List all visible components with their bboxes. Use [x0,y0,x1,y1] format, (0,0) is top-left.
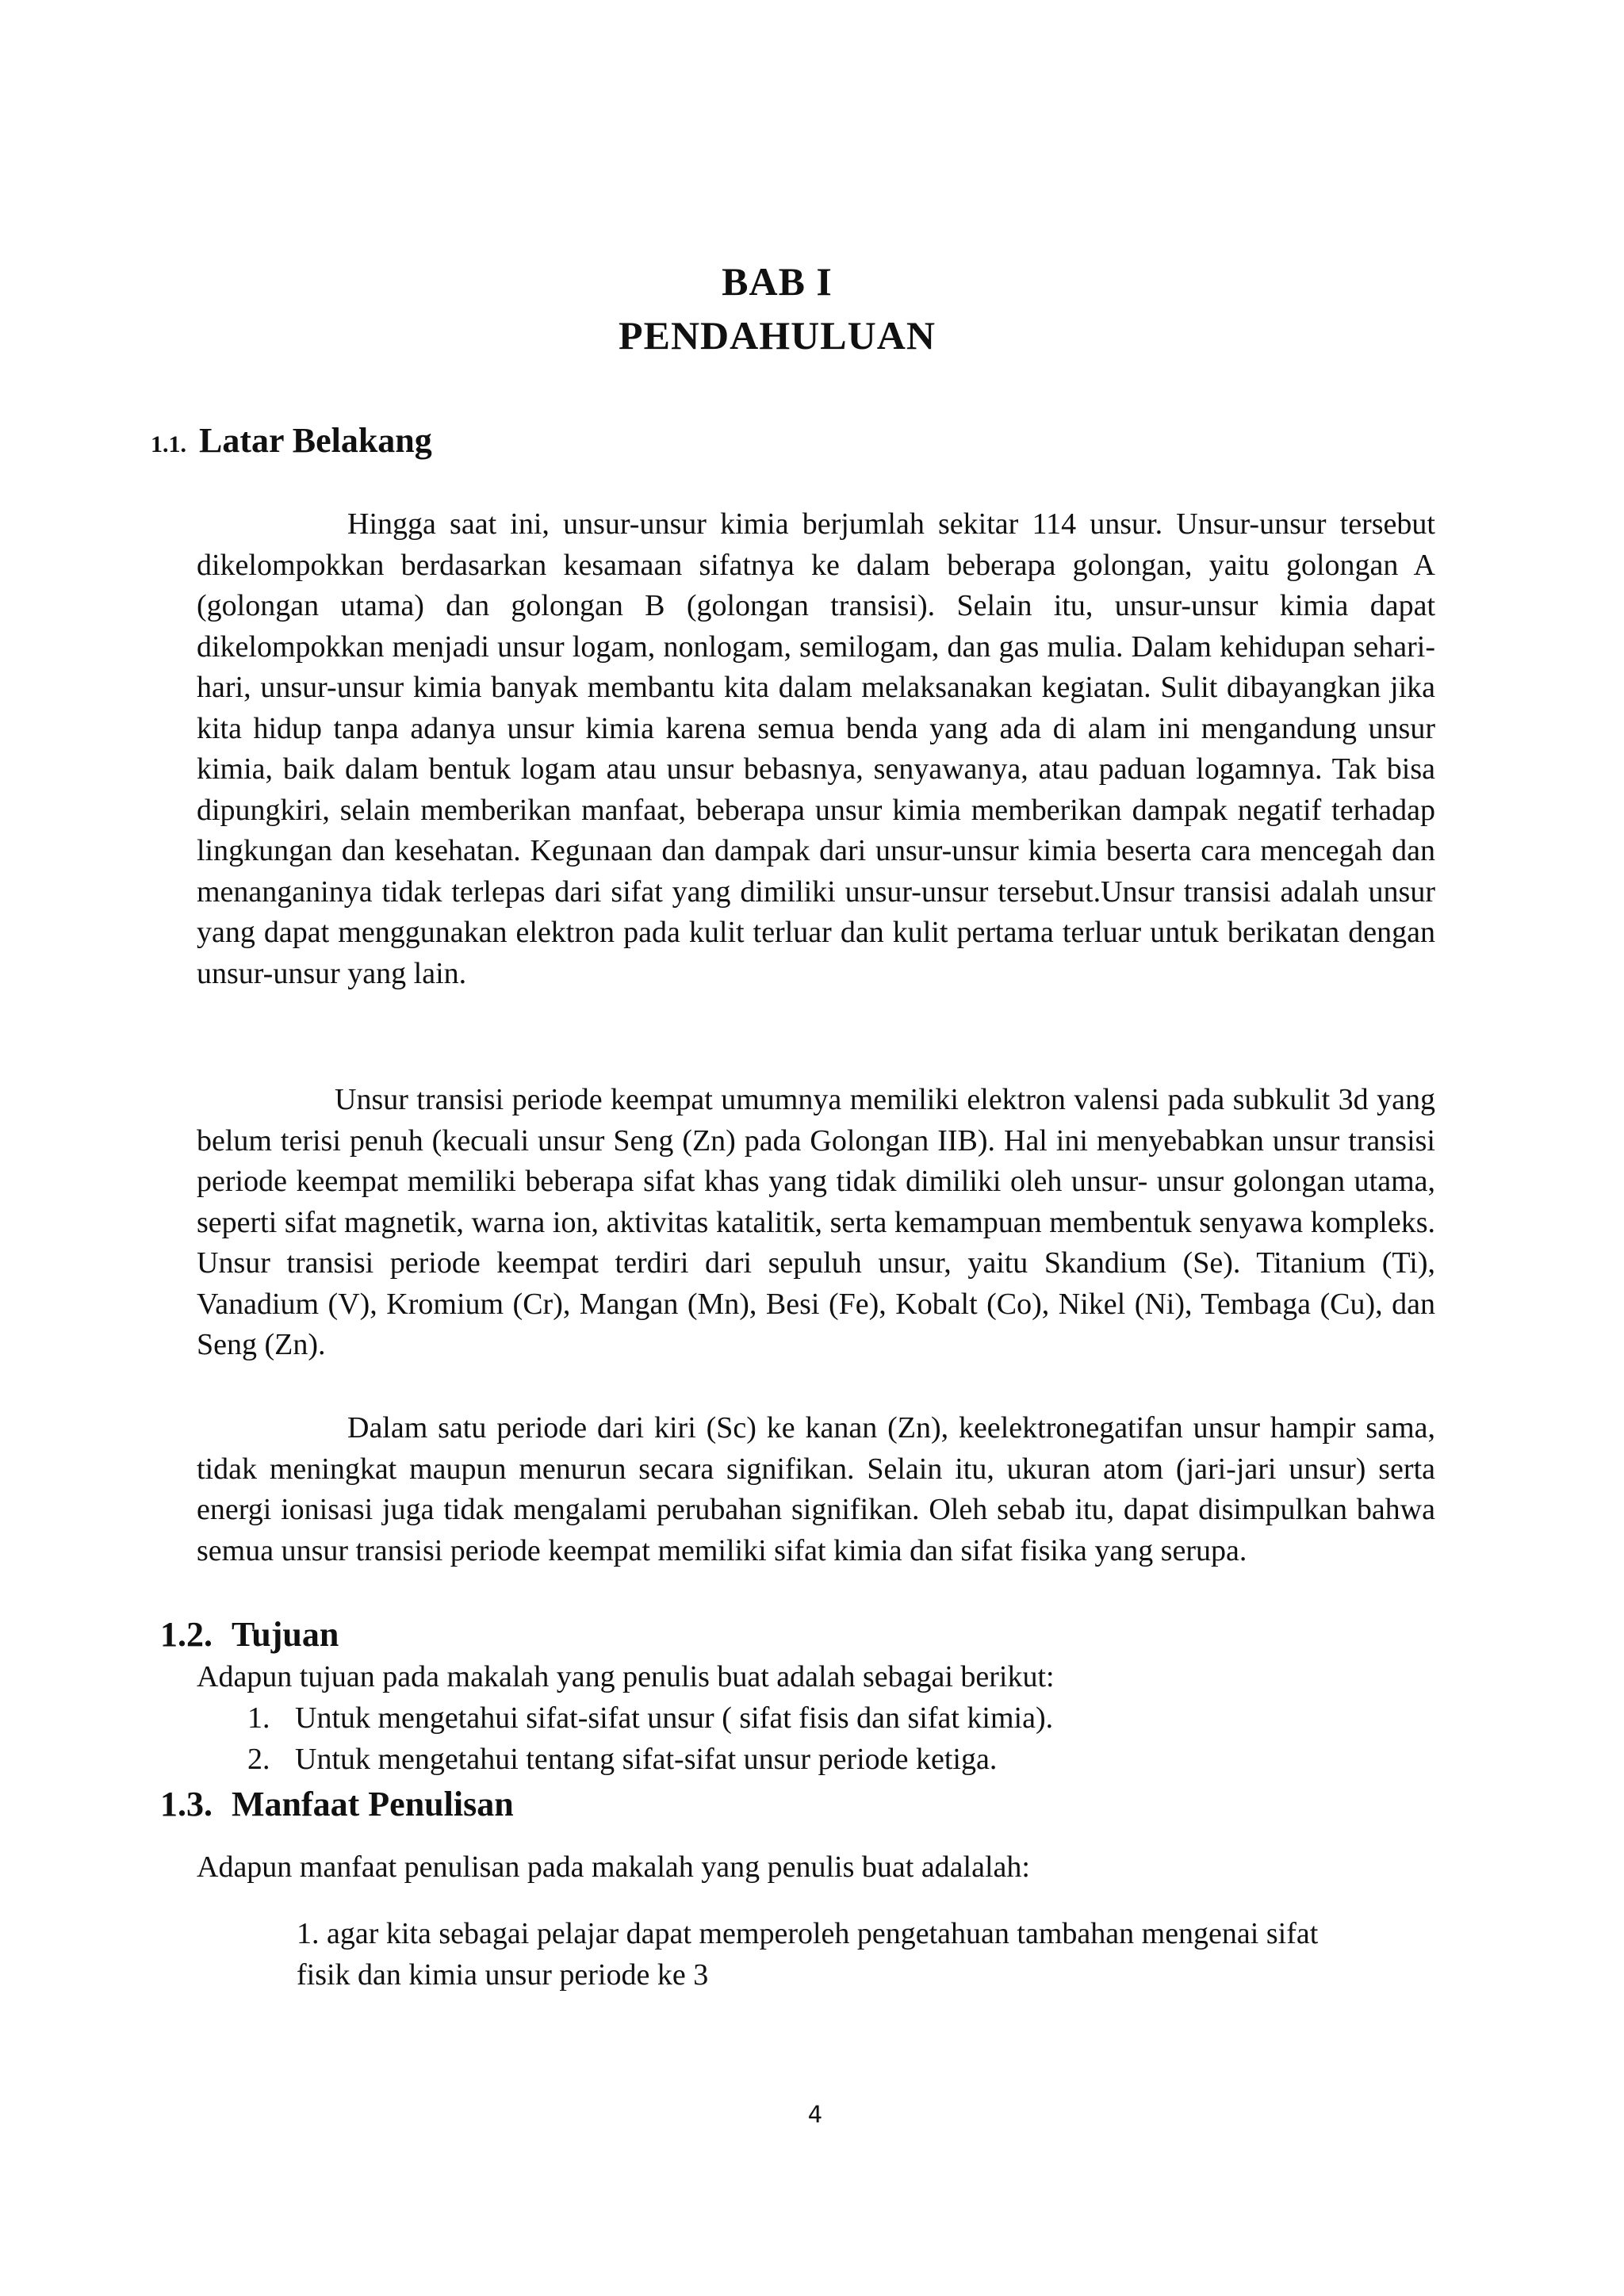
manfaat-item-line-2: fisik dan kimia unsur periode ke 3 [297,1958,709,1992]
manfaat-item-line-1: 1. agar kita sebagai pelajar dapat memperoleh pengetahuan tambahan mengenai sifat [297,1917,1319,1950]
tujuan-intro: Adapun tujuan pada makalah yang penulis buat adalah sebagai berikut: [197,1660,1055,1693]
paragraph-latar-belakang-2: Unsur transisi periode keempat umumnya memiliki elektron valensi pada subkulit 3d yang belum terisi penuh (kecuali unsur Seng (Zn) pada Golongan IIB). Hal ini menyebabkan unsur transisi periode keempat memiliki beberapa sifat khas yang tidak dimiliki oleh unsur- unsur golongan utama, seperti sifat magnetik, warna ion, aktivitas katalitik, serta kemampuan membentuk senyawa kompleks. Unsur transisi periode keempat terdiri dari sepuluh unsur, yaitu Skandium (Se). Titanium (Ti), Vanadium (V), Kromium (Cr), Mangan (Mn), Besi (Fe), Kobalt (Co), Nikel (Ni), Tembaga (Cu), dan Seng (Zn). [197,1083,1435,1361]
list-item [247,1698,1053,1739]
section-heading-manfaat [160,1784,514,1824]
section-heading-tujuan [160,1614,339,1655]
chapter-title: PENDAHULUAN [619,313,936,358]
list-number: 2. [247,1743,270,1776]
chapter-label: BAB I [722,259,833,304]
section-heading-latar-belakang [151,420,432,461]
list-number: 1. [247,1701,270,1735]
section-title: Tujuan [232,1615,339,1654]
paragraph-latar-belakang-1: Hingga saat ini, unsur-unsur kimia berjumlah sekitar 114 unsur. Unsur-unsur tersebut dikelompokkan berdasarkan kesamaan sifatnya ke dalam beberapa golongan, yaitu golongan A (golongan utama) dan golongan B (golongan transisi). Selain itu, unsur-unsur kimia dapat dikelompokkan menjadi unsur logam, nonlogam, semilogam, dan gas mulia. Dalam kehidupan sehari-hari, unsur-unsur kimia banyak membantu kita dalam melaksanakan kegiatan. Sulit dibayangkan jika kita hidup tanpa adanya unsur kimia karena semua benda yang ada di alam ini mengandung unsur kimia, baik dalam bentuk logam atau unsur bebasnya, senyawanya, atau paduan logamnya. Tak bisa dipungkiri, selain memberikan manfaat, beberapa unsur kimia memberikan dampak negatif terhadap lingkungan dan kesehatan. Kegunaan dan dampak dari unsur-unsur kimia beserta cara mencegah dan menanganinya tidak terlepas dari sifat yang dimiliki unsur-unsur tersebut.Unsur transisi adalah unsur yang dapat menggunakan elektron pada kulit terluar dan kulit pertama terluar untuk berikatan dengan unsur-unsur yang lain. [197,507,1435,990]
list-item [247,1739,997,1781]
list-text: Untuk mengetahui sifat-sifat unsur ( sifat fisis dan sifat kimia). [295,1701,1054,1735]
section-number: 1.1. [151,431,186,457]
section-number: 1.2. [160,1615,213,1654]
paragraph-latar-belakang-3: Dalam satu periode dari kiri (Sc) ke kanan (Zn), keelektronegatifan unsur hampir sama, tidak meningkat maupun menurun secara signifikan. Selain itu, ukuran atom (jari-jari unsur) serta energi ionisasi juga tidak mengalami perubahan signifikan. Oleh sebab itu, dapat disimpulkan bahwa semua unsur transisi periode keempat memiliki sifat kimia dan sifat fisika yang serupa. [197,1411,1435,1567]
page-number: 4 [807,2101,823,2128]
section-title: Latar Belakang [199,421,432,460]
section-number: 1.3. [160,1785,213,1823]
section-title: Manfaat Penulisan [232,1785,514,1823]
manfaat-intro: Adapun manfaat penulisan pada makalah yang penulis buat adalalah: [197,1850,1030,1884]
list-text: Untuk mengetahui tentang sifat-sifat unsur periode ketiga. [295,1743,998,1776]
